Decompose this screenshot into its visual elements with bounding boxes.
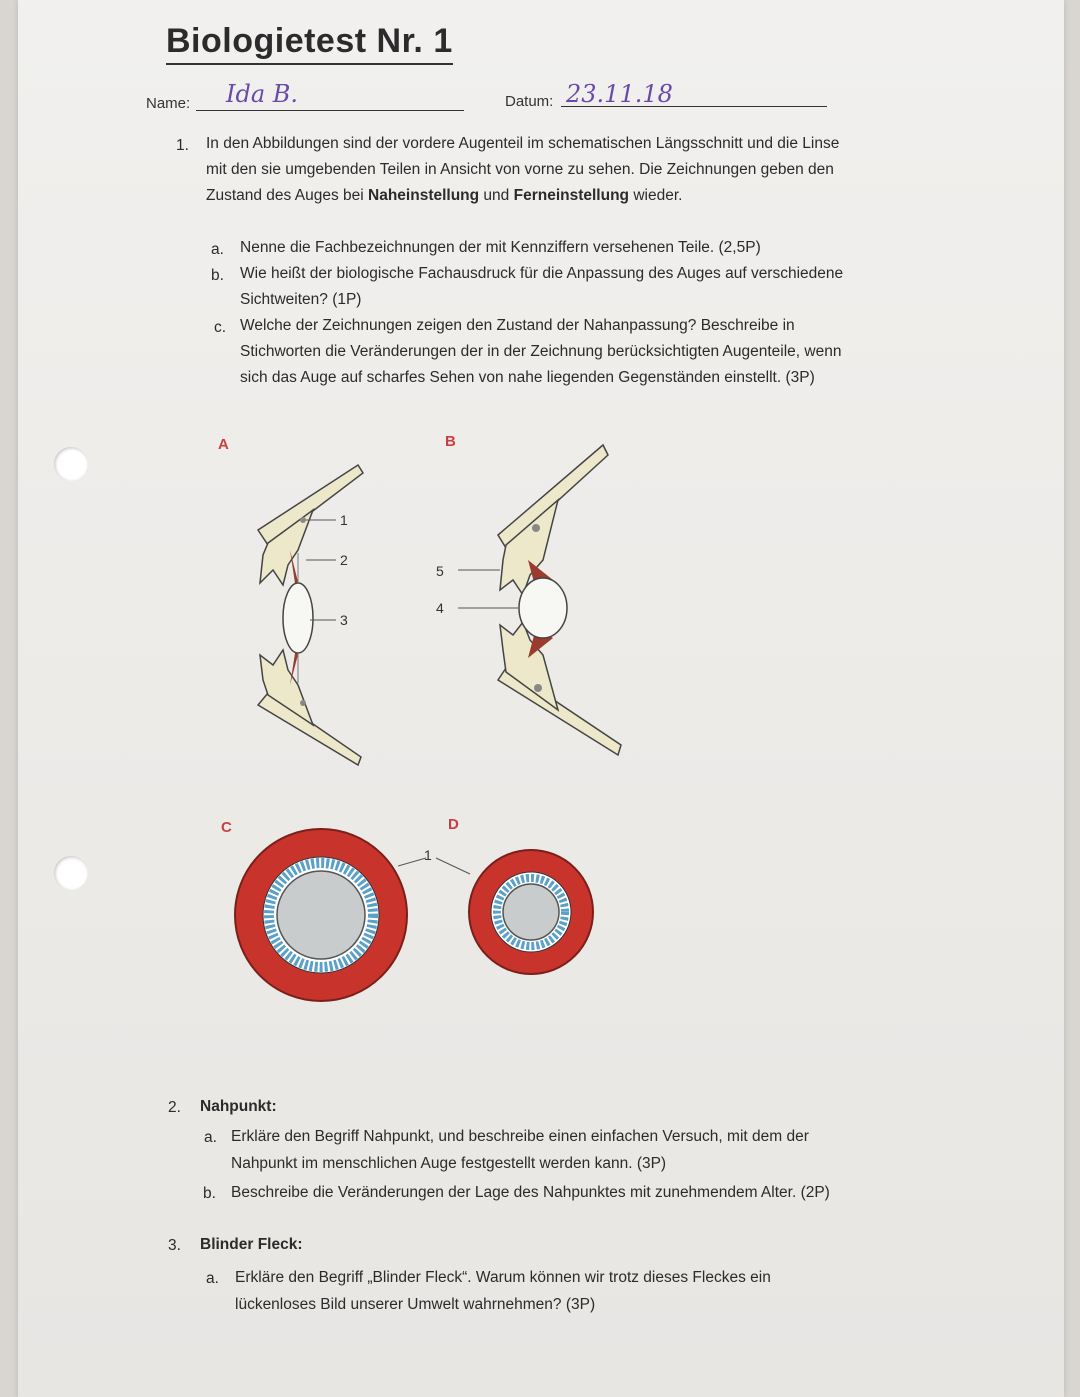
q1-intro-line1: In den Abbildungen sind der vordere Augenteil im schematischen Längsschnitt und die Linse (206, 135, 840, 152)
figure-label-2: 2 (340, 552, 348, 568)
figure-c-lens-front-view (231, 825, 411, 1005)
q3-number: 3. (168, 1237, 181, 1254)
q2a-line2: Nahpunkt im menschlichen Auge festgestellt werden kann. (3P) (231, 1155, 667, 1172)
name-label: Name: (146, 95, 191, 112)
q1a-text: Nenne die Fachbezeichnungen der mit Kennziffern versehenen Teile. (2,5P) (240, 239, 761, 256)
date-label: Datum: (505, 93, 554, 110)
worksheet-page (18, 0, 1064, 1397)
figure-b-eye-section (458, 440, 638, 770)
q1-intro-line2: mit den sie umgebenden Teilen in Ansicht von vorne zu sehen. Die Zeichnungen geben den (206, 161, 834, 178)
punch-hole (54, 447, 88, 481)
q1-number: 1. (176, 137, 189, 154)
q1c-letter: c. (214, 319, 227, 336)
page-title: Biologietest Nr. 1 (166, 22, 453, 65)
q3a-line1: Erkläre den Begriff „Blinder Fleck“. Warum können wir trotz dieses Fleckes ein (235, 1269, 771, 1286)
q2a-line1: Erkläre den Begriff Nahpunkt, und beschreibe einen einfachen Versuch, mit dem der (231, 1128, 809, 1145)
q1-intro-bold-nah: Naheinstellung (368, 187, 480, 204)
q1b-line1: Wie heißt der biologische Fachausdruck für die Anpassung des Auges auf verschiedene (240, 265, 844, 282)
name-line (196, 110, 464, 111)
q1b-letter: b. (211, 267, 224, 284)
figure-d-lens-front-view (466, 847, 596, 977)
q1-intro-line3 (206, 182, 682, 209)
punch-hole (54, 856, 88, 890)
figure-a-eye-section (238, 455, 378, 775)
q1b-line2: Sichtweiten? (1P) (240, 291, 362, 308)
q2-number: 2. (168, 1099, 181, 1116)
q1c-line2: Stichworten die Veränderungen der in der Zeichnung berücksichtigten Augenteile, wenn (240, 343, 842, 360)
q1-intro-post: wieder. (629, 187, 683, 204)
q1a-letter: a. (211, 241, 224, 258)
q1c-line1: Welche der Zeichnungen zeigen den Zustand der Nahanpassung? Beschreibe in (240, 317, 795, 334)
figure-letter-a: A (218, 436, 229, 453)
figure-letter-c: C (221, 819, 232, 836)
date-value: 23.11.18 (566, 80, 673, 108)
q2b-letter: b. (203, 1185, 216, 1202)
q1-intro-mid: und (479, 187, 514, 204)
figure-label-3: 3 (340, 612, 348, 628)
figure-label-1: 1 (340, 512, 348, 528)
q1-intro-bold-fern: Ferneinstellung (513, 187, 630, 204)
q1c-line3: sich das Auge auf scharfes Sehen von nahe liegenden Gegenständen einstellt. (3P) (240, 369, 815, 386)
q2a-letter: a. (204, 1129, 217, 1146)
figure-letter-b: B (445, 433, 456, 450)
figure-letter-d: D (448, 816, 459, 833)
q2b-text: Beschreibe die Veränderungen der Lage des Nahpunktes mit zunehmendem Alter. (2P) (231, 1184, 830, 1201)
q3a-line2: lückenloses Bild unserer Umwelt wahrnehmen? (3P) (235, 1296, 596, 1313)
figure-label-5: 5 (436, 563, 444, 579)
figure-c-d-leader-lines (398, 848, 478, 878)
q3-title: Blinder Fleck: (200, 1236, 303, 1253)
figure-label-4: 4 (436, 600, 444, 616)
figure-label-1-cd: 1 (424, 847, 432, 863)
q2-title: Nahpunkt: (200, 1098, 277, 1115)
q3a-letter: a. (206, 1270, 219, 1287)
name-value: Ida B. (226, 80, 299, 108)
q1-intro-pre: Zustand des Auges bei (206, 187, 369, 204)
